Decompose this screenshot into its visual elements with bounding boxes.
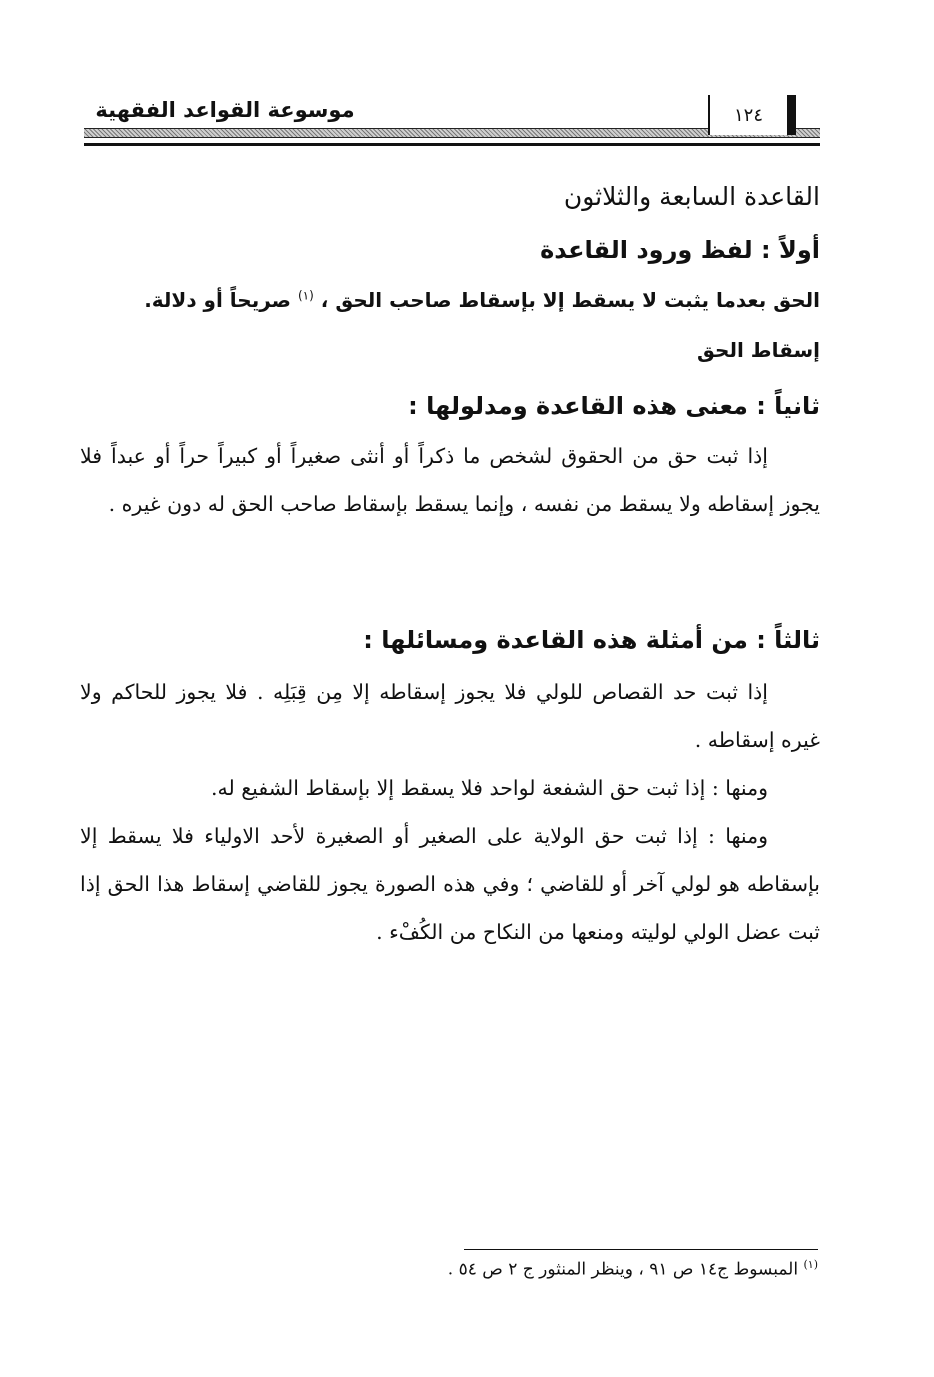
rule-short-form: إسقاط الحق xyxy=(697,338,820,362)
rule-statement-main: الحق بعدما يثبت لا يسقط إلا بإسقاط صاحب الحق ، xyxy=(320,288,820,312)
example-paragraph-1: إذا ثبت حد القصاص للولي فلا يجوز إسقاطه إلا مِن قِبَلِه . فلا يجوز للحاكم ولا غيره إسقاطه . xyxy=(80,680,820,752)
book-title: موسوعة القواعد الفقهية xyxy=(95,98,355,122)
footnote-reference: (١) xyxy=(297,288,314,303)
section2-heading: ثانياً : معنى هذه القاعدة ومدلولها : xyxy=(408,392,820,420)
rule-title: القاعدة السابعة والثلاثون xyxy=(563,182,820,211)
footnote-separator xyxy=(464,1249,818,1250)
section1-heading: أولاً : لفظ ورود القاعدة xyxy=(540,236,820,264)
meaning-paragraph: إذا ثبت حق من الحقوق لشخص ما ذكراً أو أنثى صغيراً أو كبيراً حراً أو عبداً فلا يجوز إسقاطه ولا يسقط من نفسه ، وإنما يسقط بإسقاط صاحب الحق له دون غيره . xyxy=(80,444,820,516)
example-paragraph-3: ومنها : إذا ثبت حق الولاية على الصغير أو الصغيرة لأحد الاولياء فلا يسقط إلا بإسقاطه هو لولي آخر أو للقاضي ؛ وفي هذه الصورة يجوز للقاضي إسقاط هذا الحق إذا ثبت عضل الولي لوليته ومنعها من النكاح من الكُفْء . xyxy=(80,824,820,944)
section3-heading: ثالثاً : من أمثلة هذه القاعدة ومسائلها : xyxy=(363,626,820,654)
page-number-box xyxy=(708,95,796,135)
footnote-text: المبسوط ج١٤ ص ٩١ ، وينظر المنثور ج ٢ ص ٥٤ . xyxy=(447,1259,799,1280)
header-rule xyxy=(84,143,820,146)
footnote-marker: (١) xyxy=(803,1258,818,1271)
rule-statement xyxy=(144,288,820,312)
example-paragraph-2: ومنها : إذا ثبت حق الشفعة لواحد فلا يسقط إلا بإسقاط الشفيع له. xyxy=(210,776,768,800)
footnote xyxy=(448,1258,818,1280)
page-number: ١٢٤ xyxy=(733,104,763,126)
rule-statement-tail: صريحاً أو دلالة. xyxy=(144,288,298,312)
